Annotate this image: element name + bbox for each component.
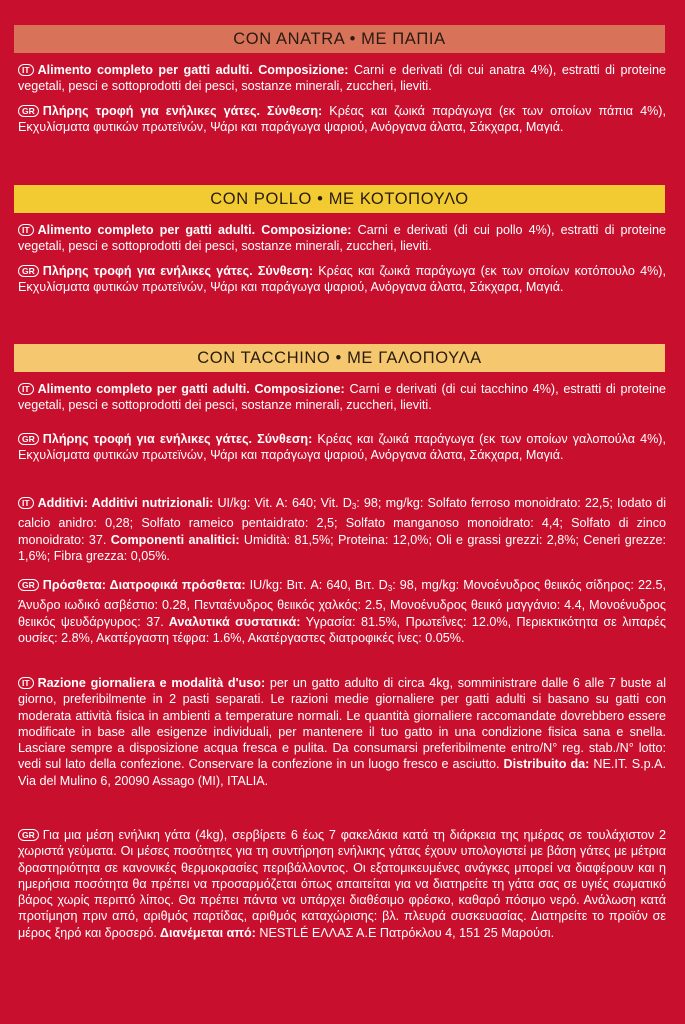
- banner-chicken: [14, 185, 665, 213]
- chicken-it-paragraph: [18, 222, 666, 255]
- banner-chicken-title: CON POLLO • ΜΕ ΚΟΤΟΠΟΥΛΟ: [210, 189, 469, 208]
- additives-gr-text-3: Υγρασία: 81.5%, Πρωτεΐνες: 12.0%, Περιεκτικότητα σε λιπαρές ουσίες: 2.8%, Ακατέργαστη τέφρα: 1.6%, Ακατέργαστες διατροφικές ίνες: 0.05%.: [18, 614, 666, 645]
- chicken-it-text: Carni e derivati (di cui pollo 4%), estratti di proteine vegetali, pesci e sottoprodotti dei pesci, sostanze minerali, zuccheri, lieviti.: [18, 223, 666, 254]
- gr-badge: GR: [18, 829, 39, 841]
- additives-gr-paragraph: [18, 577, 666, 646]
- duck-it-heading: Alimento completo per gatti adulti. Composizione:: [37, 63, 349, 77]
- additives-it-paragraph: [18, 495, 666, 564]
- additives-it-text-1: UI/kg: Vit. A: 640; Vit. D: [213, 496, 352, 510]
- additives-gr-text-1: IU/kg: Βιτ. A: 640, Βιτ. D: [245, 578, 388, 592]
- chicken-gr-text: Κρέας και ζωικά παράγωγα (εκ των οποίων κοτόπουλο 4%), Εκχυλίσματα φυτικών πρωτεϊνών, Ψάρι και παράγωγα ψαριού, Ανόργανα άλατα, Σάκχαρα, Μαγιά.: [18, 264, 666, 295]
- additives-it-text-3: Umidità: 81,5%; Proteina: 12,0%; Oli e grassi grezzi: 2,8%; Ceneri grezze: 1,6%; Fibra grezza: 0,05%.: [18, 532, 666, 563]
- turkey-gr-heading: Πλήρης τροφή για ενήλικες γάτες. Σύνθεση:: [42, 432, 313, 446]
- gr-badge: GR: [18, 433, 39, 445]
- banner-duck: [14, 25, 665, 53]
- vitamin-d-subscript: 3: [351, 502, 357, 511]
- duck-gr-paragraph: [18, 103, 666, 136]
- it-badge: IT: [18, 497, 34, 509]
- duck-it-text: Carni e derivati (di cui anatra 4%), estratti di proteine vegetali, pesci e sottoprodotti dei pesci, sostanze minerali, zuccheri, lieviti.: [18, 63, 666, 94]
- usage-it-text-1: per un gatto adulto di circa 4kg, somministrare dalle 6 alle 7 buste al giorno, preferibilmente in 2 pasti separati. Le razioni medie giornaliere per gatti adulti si basano su gatti con moderata attività fisica in ambienti a temperature normali. Le quantità giornaliere raccomandate dovrebbero essere modificate in base alle esigenze individuali, per mantenere il tuo gatto in una condizione fisica sana e snella. Lasciare sempre a disposizione acqua fresca e pulita. Da consumarsi preferibilmente entro/N° reg. stab./N° lotto: vedi sul lato della confezione. Conservare la confezione in un luogo fresco e asciutto.: [18, 676, 666, 772]
- banner-duck-title: CON ANATRA • ΜΕ ΠΑΠΙΑ: [233, 29, 446, 48]
- it-badge: IT: [18, 64, 34, 76]
- turkey-gr-text: Κρέας και ζωικά παράγωγα (εκ των οποίων γαλοπούλα 4%), Εκχυλίσματα φυτικών πρωτεϊνών, Ψάρι και παράγωγα ψαριού, Ανόργανα άλατα, Σάκχαρα, Μαγιά.: [18, 432, 666, 463]
- usage-gr-text-1: Για μια μέση ενήλικη γάτα (4kg), σερβίρετε 6 έως 7 φακελάκια κατά τη διάρκεια της ημέρας σε τουλάχιστον 2 χωριστά γεύματα. Οι μέσες ποσότητες για τη συντήρηση ενήλικης γάτας έχουν υπολογιστεί με βάση γάτες με μέτρια δραστηριότητα σε κανονικές θερμοκρασίες περιβάλλοντος. Οι εξατομικευμένες ανάγκες μπορεί να διαφέρουν και η ημερήσια ποσότητα θα πρέπει να προσαρμόζεται όπως απαιτείται για να διατηρείτε τη γάτα σας σε υγιές σωματικό βάρος χωρίς περιττό λίπος. Θα πρέπει πάντα να υπάρχει διαθέσιμο φρέσκο, καθαρό πόσιμο νερό. Ανάλωση κατά προτίμηση πριν από, αριθμός παρτίδας, αριθμός καταχώρισης: βλ. πλευρά συσκευασίας. Διατηρείτε το προϊόν σε μέρος ξηρό και δροσερό.: [18, 828, 666, 940]
- usage-gr-text-2: NESTLÉ ΕΛΛΑΣ Α.Ε Πατρόκλου 4, 151 25 Μαρούσι.: [255, 925, 555, 940]
- it-badge: IT: [18, 677, 34, 689]
- additives-gr-heading: Πρόσθετα: Διατροφικά πρόσθετα:: [42, 578, 246, 592]
- banner-turkey-title: CON TACCHINO • ΜΕ ΓΑΛΟΠΟΥΛΑ: [197, 348, 482, 367]
- duck-it-paragraph: [18, 62, 666, 95]
- turkey-gr-paragraph: [18, 431, 666, 464]
- it-badge: IT: [18, 383, 34, 395]
- duck-gr-heading: Πλήρης τροφή για ενήλικες γάτες. Σύνθεση:: [42, 104, 323, 118]
- chicken-it-heading: Alimento completo per gatti adulti. Composizione:: [37, 223, 352, 237]
- analytical-gr-heading: Αναλυτικά συστατικά:: [163, 614, 301, 629]
- usage-gr-paragraph: [18, 827, 666, 941]
- duck-gr-text: Κρέας και ζωικά παράγωγα (εκ των οποίων πάπια 4%), Εκχυλίσματα φυτικών πρωτεϊνών, Ψάρι και παράγωγα ψαριού, Ανόργανα άλατα, Σάκχαρα, Μαγιά.: [18, 104, 666, 135]
- usage-it-paragraph: [18, 675, 666, 789]
- distributor-it-heading: Distribuito da:: [499, 757, 590, 772]
- gr-badge: GR: [18, 265, 39, 277]
- additives-it-text-2: : 98; mg/kg: Solfato ferroso monoidrato: 22,5; Iodato di calcio anidro: 0,28; Solfato rameico pentaidrato: 2,5; Solfato manganoso monoidrato: 4,4; Solfato di zinco monoidrato: 37.: [18, 496, 666, 547]
- analytical-it-heading: Componenti analitici:: [106, 532, 240, 547]
- usage-it-text-2: NE.IT. S.p.A. Via del Mulino 6, 20090 Assago (MI), ITALIA.: [18, 757, 666, 788]
- turkey-it-paragraph: [18, 381, 666, 414]
- turkey-it-heading: Alimento completo per gatti adulti. Composizione:: [37, 382, 345, 396]
- chicken-gr-paragraph: [18, 263, 666, 296]
- gr-badge: GR: [18, 105, 39, 117]
- banner-turkey: [14, 344, 665, 372]
- chicken-gr-heading: Πλήρης τροφή για ενήλικες γάτες. Σύνθεση:: [42, 264, 314, 278]
- it-badge: IT: [18, 224, 34, 236]
- vitamin-d-subscript: 3: [387, 584, 393, 593]
- turkey-it-text: Carni e derivati (di cui tacchino 4%), estratti di proteine vegetali, pesci e sottoprodotti dei pesci, sostanze minerali, zuccheri, lieviti.: [18, 382, 666, 413]
- usage-it-heading: Razione giornaliera e modalità d'uso:: [37, 676, 266, 690]
- additives-gr-text-2: : 98, mg/kg: Μονοένυδρος θειικός σίδηρος: 22.5, Άνυδρο ιωδικό ασβέστιο: 0.28, Πενταένυδρος θειικός χαλκός: 2.5, Μονοένυδρος θειικό μαγγάνιο: 4.4, Μονοένυδρος θειικός ψευδάργυρος: 37.: [18, 578, 667, 629]
- additives-it-heading: Additivi: Additivi nutrizionali:: [37, 496, 214, 510]
- gr-badge: GR: [18, 579, 39, 591]
- distributor-gr-heading: Διανέμεται από:: [156, 925, 256, 940]
